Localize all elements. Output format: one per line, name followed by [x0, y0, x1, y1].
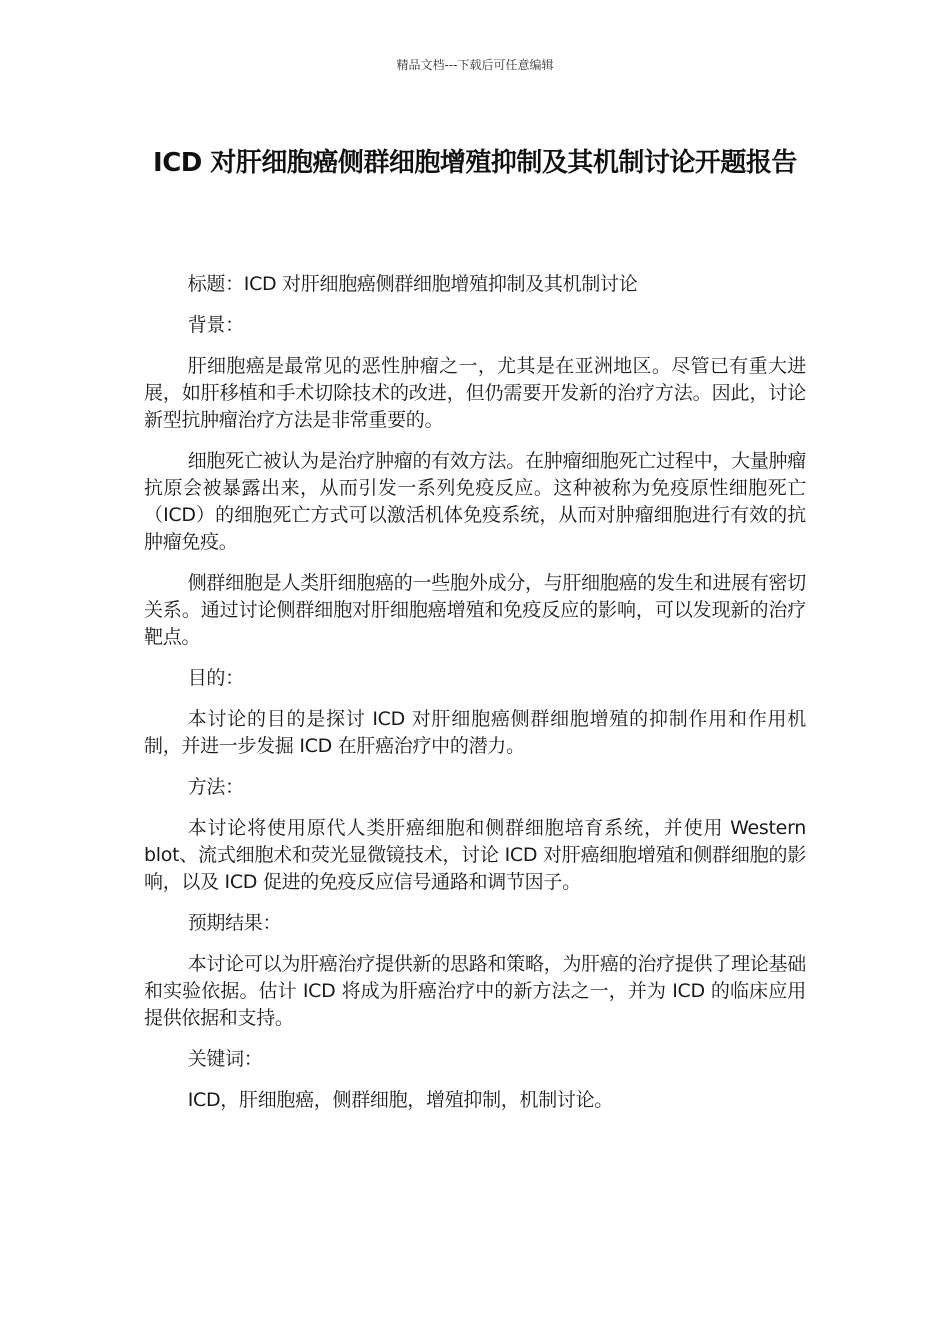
expected-results-heading: 预期结果： [187, 912, 282, 934]
purpose-heading: 目的： [187, 667, 244, 689]
document-body [144, 271, 806, 1128]
keywords-heading: 关键词： [187, 1048, 263, 1070]
background-paragraph-1: 肝细胞癌是最常见的恶性肿瘤之一，尤其是在亚洲地区。尽管已有重大进展，如肝移植和手术切除技术的改进，但仍需要开发新的治疗方法。因此，讨论新型抗肿瘤治疗方法是非常重要的。 [144, 355, 806, 431]
methods-paragraph: 本讨论将使用原代人类肝癌细胞和侧群细胞培育系统，并使用 Western blot、流式细胞术和荧光显微镜技术，讨论 ICD 对肝癌细胞增殖和侧群细胞的影响，以及 ICD 促进的免疫反应信号通路和调节因子。 [144, 817, 806, 893]
keywords-paragraph: ICD，肝细胞癌，侧群细胞，增殖抑制，机制讨论。 [187, 1089, 613, 1111]
document-title: ICD 对肝细胞癌侧群细胞增殖抑制及其机制讨论开题报告 [153, 148, 797, 178]
expected-results-paragraph: 本讨论可以为肝癌治疗提供新的思路和策略，为肝癌的治疗提供了理论基础和实验依据。估计 ICD 将成为肝癌治疗中的新方法之一，并为 ICD 的临床应用提供依据和支持。 [144, 953, 806, 1029]
purpose-paragraph: 本讨论的目的是探讨 ICD 对肝细胞癌侧群细胞增殖的抑制作用和作用机制，并进一步发掘 ICD 在肝癌治疗中的潜力。 [144, 708, 806, 757]
background-heading: 背景： [187, 314, 244, 336]
page-header: 精品文档---下载后可任意编辑 [396, 58, 554, 72]
background-paragraph-3: 侧群细胞是人类肝细胞癌的一些胞外成分，与肝细胞癌的发生和进展有密切关系。通过讨论侧群细胞对肝细胞癌增殖和免疫反应的影响，可以发现新的治疗靶点。 [144, 572, 806, 648]
background-paragraph-2: 细胞死亡被认为是治疗肿瘤的有效方法。在肿瘤细胞死亡过程中，大量肿瘤抗原会被暴露出来，从而引发一系列免疫反应。这种被称为免疫原性细胞死亡（ICD）的细胞死亡方式可以激活机体免疫系统，从而对肿瘤细胞进行有效的抗肿瘤免疫。 [144, 450, 806, 553]
title-line: 标题：ICD 对肝细胞癌侧群细胞增殖抑制及其机制讨论 [187, 273, 638, 295]
methods-heading: 方法： [187, 776, 244, 798]
